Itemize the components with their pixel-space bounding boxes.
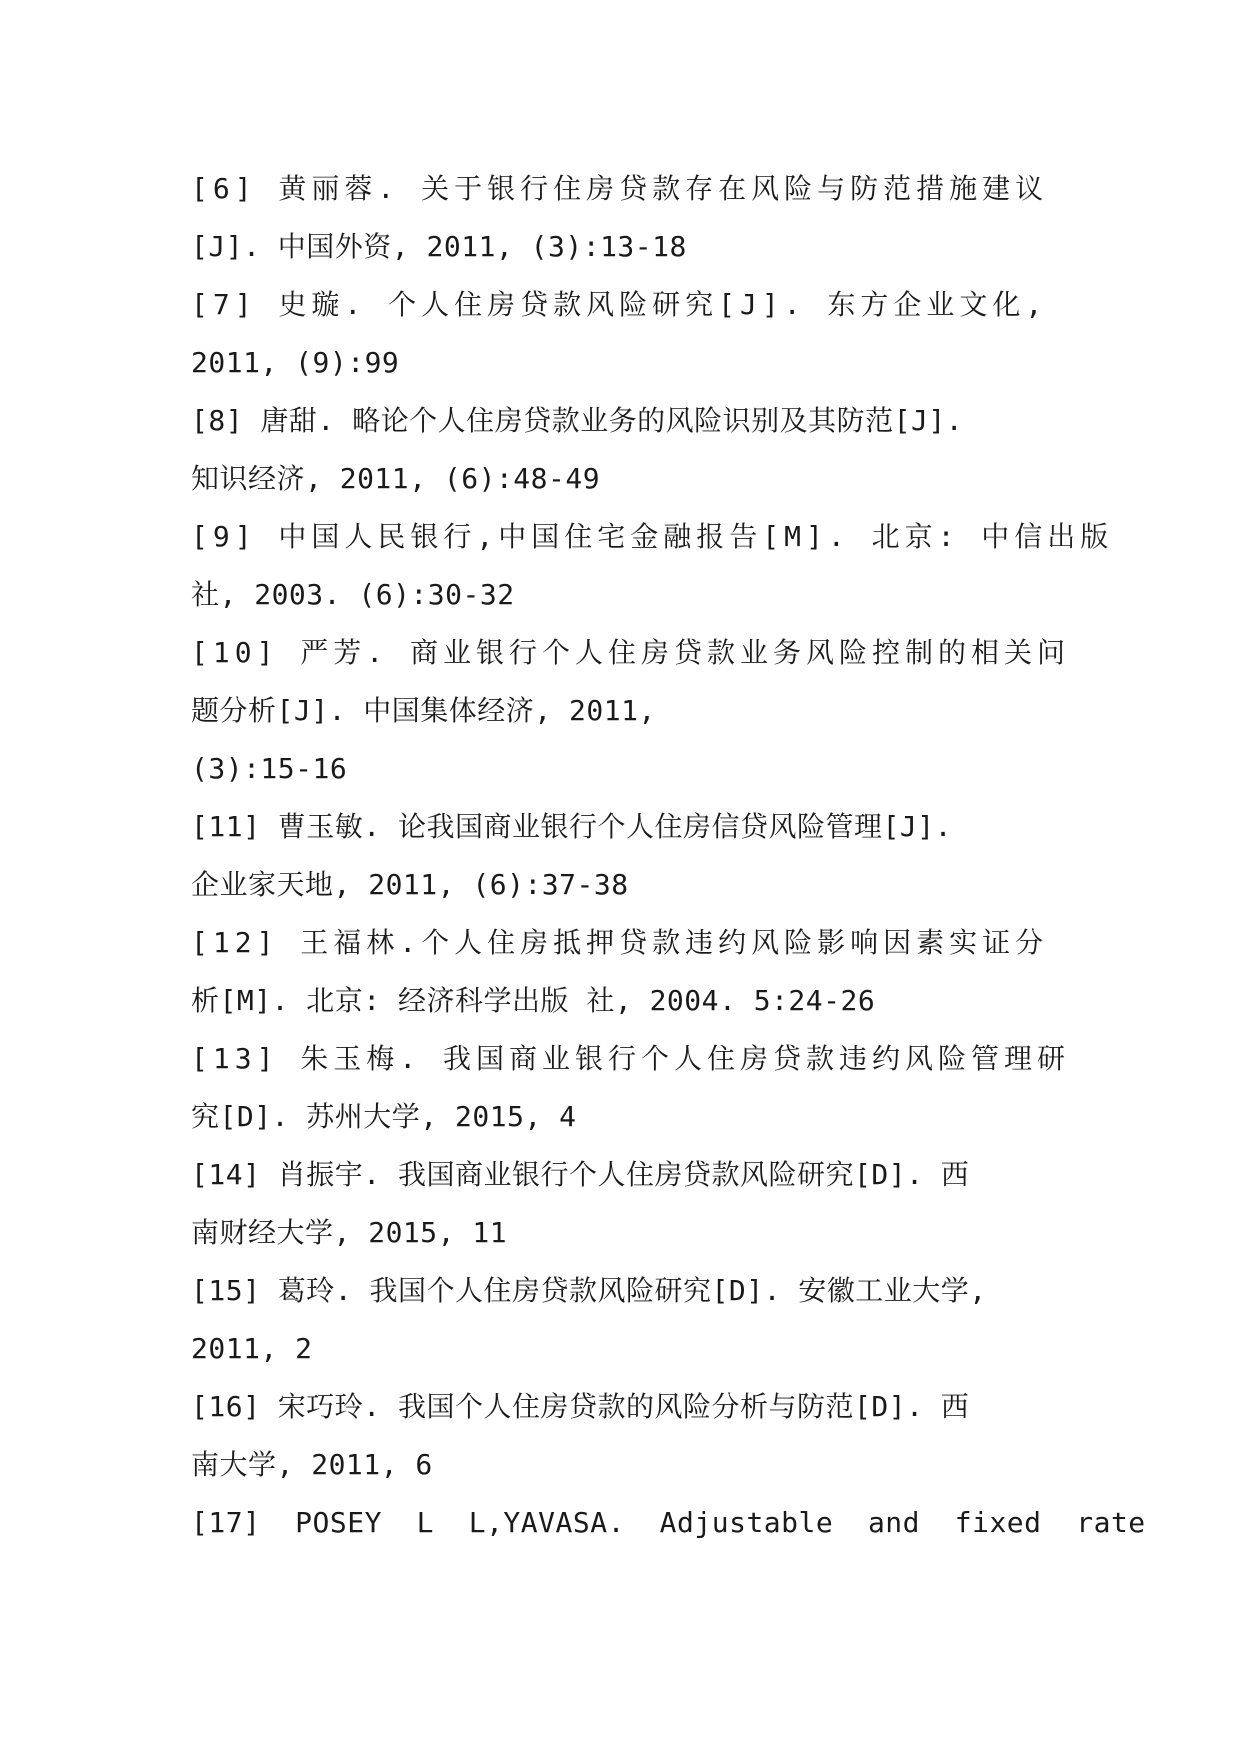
reference-line: 2011, (9):99 [191,346,400,379]
reference-line: 南大学, 2011, 6 [191,1448,433,1481]
reference-line: (3):15-16 [191,752,348,785]
reference-line: [11] 曹玉敏. 论我国商业银行个人住房信贷风险管理[J]. [191,810,952,843]
reference-line: [12] 王福林.个人住房抵押贷款违约风险影响因素实证分 [191,926,1049,959]
reference-line: [6] 黄丽蓉. 关于银行住房贷款存在风险与防范措施建议 [191,172,1049,205]
reference-line: 究[D]. 苏州大学, 2015, 4 [191,1100,577,1133]
reference-line: 2011, 2 [191,1332,313,1365]
reference-line: [J]. 中国外资, 2011, (3):13-18 [191,230,687,263]
reference-line: 题分析[J]. 中国集体经济, 2011, [191,694,656,727]
reference-line: 析[M]. 北京: 经济科学出版 社, 2004. 5:24-26 [191,984,876,1017]
reference-list [191,160,1146,1552]
reference-line: [16] 宋巧玲. 我国个人住房贷款的风险分析与防范[D]. 西 [191,1390,970,1423]
reference-line: [14] 肖振宇. 我国商业银行个人住房贷款风险研究[D]. 西 [191,1158,970,1191]
reference-line: 知识经济, 2011, (6):48-49 [191,462,601,495]
reference-line: [17] POSEY L L,YAVASA. Adjustable and fixed rate [191,1506,1146,1539]
reference-line: [13] 朱玉梅. 我国商业银行个人住房贷款违约风险管理研 [191,1042,1071,1075]
reference-line: [7] 史璇. 个人住房贷款风险研究[J]. 东方企业文化, [191,288,1048,321]
reference-line: 南财经大学, 2015, 11 [191,1216,508,1249]
reference-line: 社, 2003. (6):30-32 [191,578,515,611]
reference-line: [8] 唐甜. 略论个人住房贷款业务的风险识别及其防范[J]. [191,404,964,437]
reference-line: 企业家天地, 2011, (6):37-38 [191,868,629,901]
reference-line: [9] 中国人民银行,中国住宅金融报告[M]. 北京: 中信出版 [191,520,1114,553]
reference-line: [15] 葛玲. 我国个人住房贷款风险研究[D]. 安徽工业大学, [191,1274,987,1307]
reference-line: [10] 严芳. 商业银行个人住房贷款业务风险控制的相关问 [191,636,1071,669]
